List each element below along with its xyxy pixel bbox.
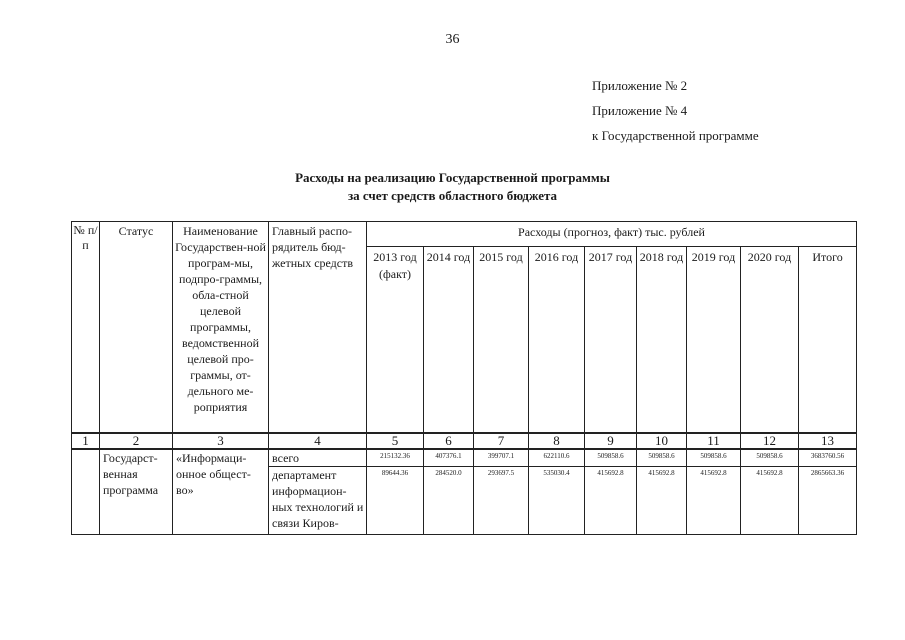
header-year-2014: 2014 год xyxy=(424,247,474,433)
header-expenses: Расходы (прогноз, факт) тыс. рублей xyxy=(367,222,857,247)
header-year-2020: 2020 год xyxy=(741,247,799,433)
col-index-11: 11 xyxy=(687,433,741,449)
col-index-5: 5 xyxy=(367,433,424,449)
value-dept-2016: 535030.4 xyxy=(529,466,585,534)
page-number: 36 xyxy=(445,32,460,47)
value-total-2020: 509858.6 xyxy=(741,449,799,467)
document-title-line-2: за счет средств областного бюджета xyxy=(347,188,558,203)
value-dept-2014: 284520.0 xyxy=(424,466,474,534)
header-program-name: Наименование Государствен-ной програм-мы, подпро-граммы, обла-стной целевой программы, ведомственной целевой про-граммы, от-дельного ме-роприятия xyxy=(173,222,269,433)
col-index-6: 6 xyxy=(424,433,474,449)
value-total-2019: 509858.6 xyxy=(687,449,741,467)
row-number-cell xyxy=(72,449,100,535)
col-index-1: 1 xyxy=(72,433,100,449)
header-year-2013: 2013 год (факт) xyxy=(367,247,424,433)
document-title-line-1: Расходы на реализацию Государственной программы xyxy=(295,170,610,185)
row-status: Государст-венная программа xyxy=(100,449,173,535)
value-dept-2020: 415692.8 xyxy=(741,466,799,534)
header-budget-manager: Главный распо-рядитель бюд-жетных средств xyxy=(269,222,367,433)
col-index-7: 7 xyxy=(474,433,529,449)
col-index-2: 2 xyxy=(100,433,173,449)
appendix-line-1: Приложение № 2 xyxy=(592,78,688,93)
appendix-line-2: Приложение № 4 xyxy=(592,103,688,118)
value-total-2014: 407376.1 xyxy=(424,449,474,467)
header-status: Статус xyxy=(100,222,173,433)
value-total-sum: 3683760.56 xyxy=(799,449,857,467)
value-total-2018: 509858.6 xyxy=(637,449,687,467)
value-dept-2013: 89644.36 xyxy=(367,466,424,534)
value-dept-2018: 415692.8 xyxy=(637,466,687,534)
budget-table xyxy=(71,221,857,535)
appendix-line-3: к Государственной программе xyxy=(592,128,759,143)
column-index-row xyxy=(72,433,857,449)
row-manager-total: всего xyxy=(269,449,367,467)
header-num: № п/п xyxy=(72,222,100,433)
table-row-total xyxy=(72,449,857,467)
col-index-9: 9 xyxy=(585,433,637,449)
header-year-2016: 2016 год xyxy=(529,247,585,433)
col-index-12: 12 xyxy=(741,433,799,449)
value-dept-sum: 2865663.36 xyxy=(799,466,857,534)
row-program-name: «Информаци-онное общест-во» xyxy=(173,449,269,535)
col-index-3: 3 xyxy=(173,433,269,449)
value-total-2015: 399707.1 xyxy=(474,449,529,467)
col-index-4: 4 xyxy=(269,433,367,449)
row-manager-department: департамент информацион-ных технологий и связи Киров- xyxy=(269,466,367,534)
value-dept-2019: 415692.8 xyxy=(687,466,741,534)
col-index-13: 13 xyxy=(799,433,857,449)
value-dept-2015: 293697.5 xyxy=(474,466,529,534)
header-year-2019: 2019 год xyxy=(687,247,741,433)
header-total: Итого xyxy=(799,247,857,433)
col-index-8: 8 xyxy=(529,433,585,449)
value-total-2017: 509858.6 xyxy=(585,449,637,467)
header-year-2018: 2018 год xyxy=(637,247,687,433)
value-total-2016: 622110.6 xyxy=(529,449,585,467)
header-year-2015: 2015 год xyxy=(474,247,529,433)
value-dept-2017: 415692.8 xyxy=(585,466,637,534)
value-total-2013: 215132.36 xyxy=(367,449,424,467)
header-year-2017: 2017 год xyxy=(585,247,637,433)
col-index-10: 10 xyxy=(637,433,687,449)
header-row-1 xyxy=(72,222,857,247)
